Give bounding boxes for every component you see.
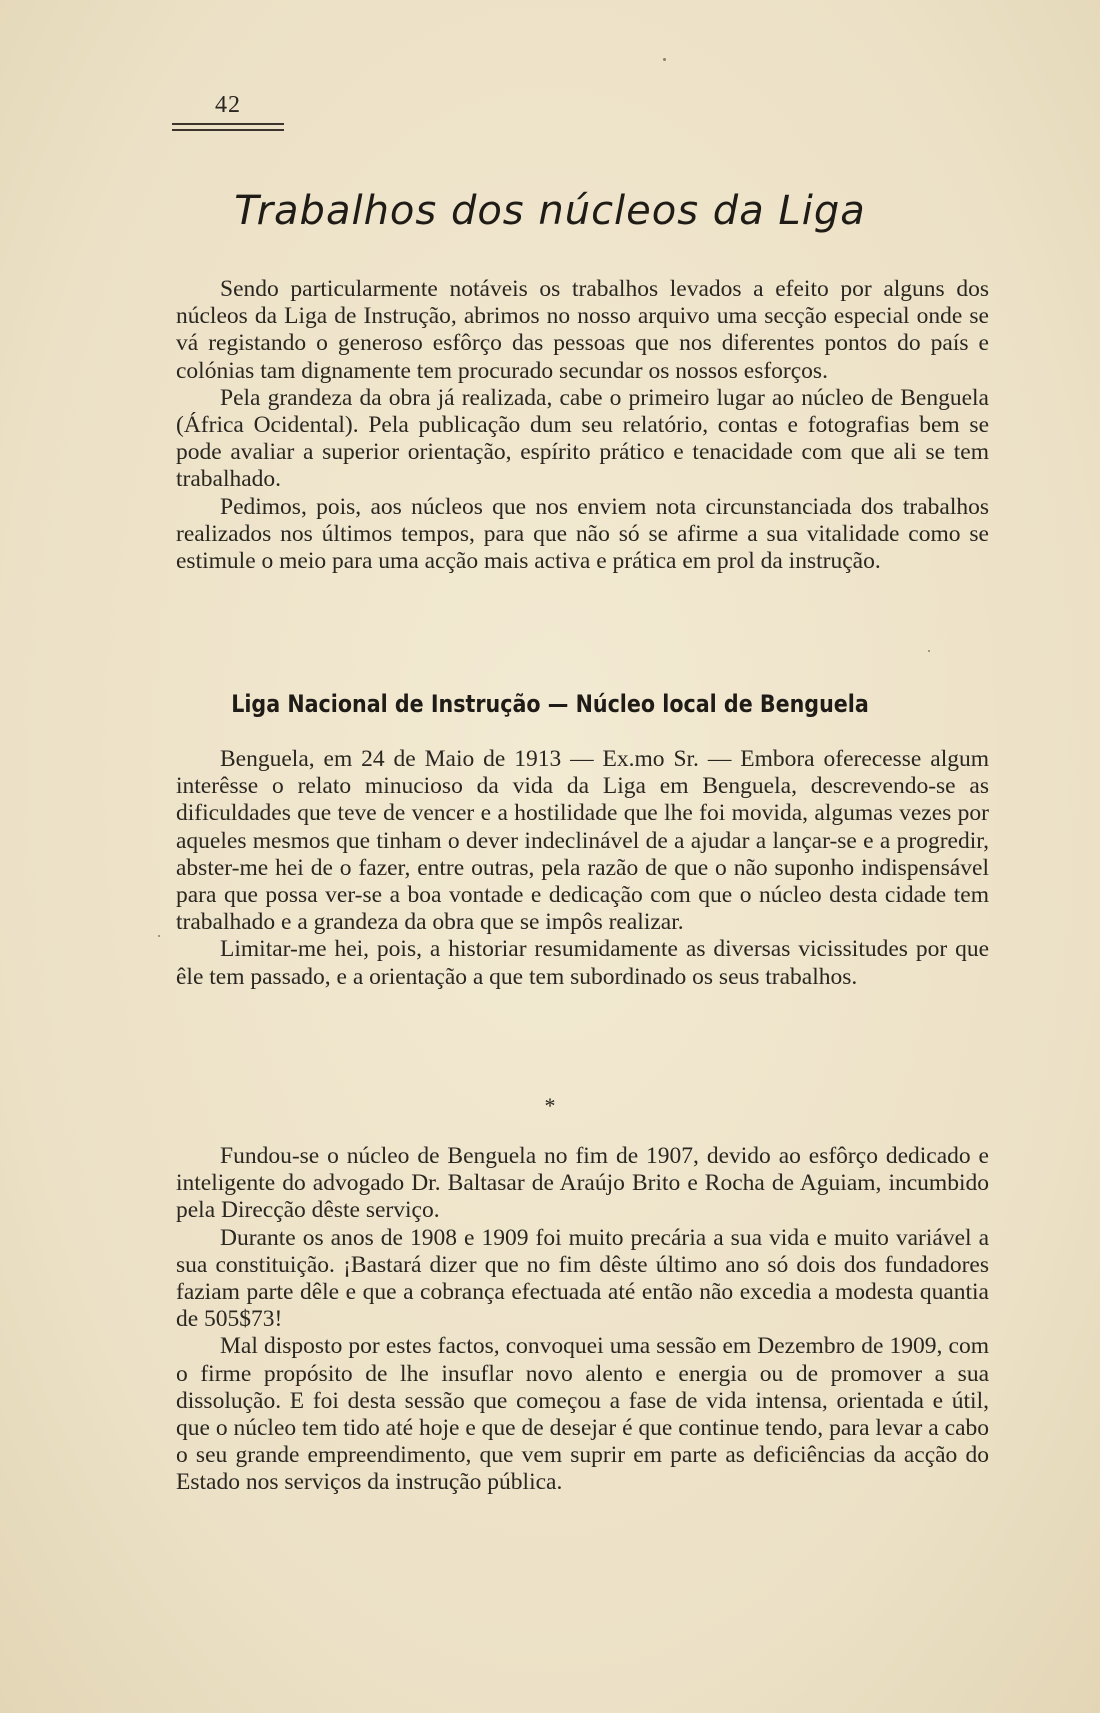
article-title: Trabalhos dos núcleos da Liga (234, 188, 866, 234)
letter-text (176, 746, 989, 991)
header-rule-bottom (172, 129, 284, 131)
paper-speck (663, 58, 666, 61)
letter-paragraph: Limitar-me hei, pois, a historiar resumidamente as diversas vicissitudes por que êle tem passado, e a orientação a que tem subordinado os seus trabalhos. (176, 936, 989, 990)
page-number: 42 (215, 92, 241, 118)
intro-paragraph: Pedimos, pois, aos núcleos que nos enviem nota circunstanciada dos trabalhos realizados nos últimos tempos, para que não só se afirme a sua vitalidade como se estimule o meio para uma acção mais activa e prática em prol da instrução. (176, 493, 989, 575)
header-rule-top (172, 123, 284, 125)
history-paragraph: Durante os anos de 1908 e 1909 foi muito precária a sua vida e muito variável a sua constituição. ¡Bastará dizer que no fim dêste último ano só dois dos fundadores faziam parte dêle e que a cobrança efectuada até então não excedia a modesta quantia de 505$73! (176, 1224, 989, 1333)
history-paragraph: Mal disposto por estes factos, convoquei uma sessão em Dezembro de 1909, com o firme propósito de lhe insuflar novo alento e energia ou de promover a sua dissolução. E foi desta sessão que começou a fase de vida intensa, orientada e útil, que o núcleo tem tido até hoje e que de desejar é que continue tendo, para levar a cabo o seu grande empreendimento, que vem suprir em parte as deficiências da acção do Estado nos serviços da instrução pública. (176, 1333, 989, 1496)
history-text (176, 1143, 989, 1497)
intro-paragraph: Pela grandeza da obra já realizada, cabe o primeiro lugar ao núcleo de Benguela (África Ocidental). Pela publicação dum seu relatório, contas e fotografias bem se pode avaliar a superior orientação, espírito prático e tenacidade com que ali se tem trabalhado. (176, 384, 989, 493)
letter-paragraph: Benguela, em 24 de Maio de 1913 — Ex.mo Sr. — Embora oferecesse algum interêsse o relato minucioso da vida da Liga em Benguela, descrevendo-se as dificuldades que teve de vencer e a hostilidade que lhe foi movida, algumas vezes por aqueles mesmos que tinham o dever indeclinável de a ajudar a lançar-se e a progredir, abster-me hei de o fazer, entre outras, pela razão de que o não suponho indispensável para que possa ver-se a boa vontade e dedicação com que o núcleo desta cidade tem trabalhado e a grandeza da obra que se impôs realizar. (176, 746, 989, 936)
section-separator: * (544, 1093, 556, 1118)
paper-speck (158, 935, 160, 937)
paper-speck (928, 650, 930, 652)
history-paragraph: Fundou-se o núcleo de Benguela no fim de 1907, devido ao esfôrço dedicado e inteligente do advogado Dr. Baltasar de Araújo Brito e Rocha de Aguiam, incumbido pela Direcção dêste serviço. (176, 1143, 989, 1224)
intro-paragraph: Sendo particularmente notáveis os trabalhos levados a efeito por alguns dos núcleos da Liga de Instrução, abrimos no nosso arquivo uma secção especial onde se vá registando o generoso esfôrço das pessoas que nos diferentes pontos do país e colónias tam dignamente tem procurado secundar os nossos esforços. (176, 276, 989, 384)
section-heading: Liga Nacional de Instrução — Núcleo local de Benguela (231, 690, 869, 718)
intro-text (176, 276, 989, 575)
